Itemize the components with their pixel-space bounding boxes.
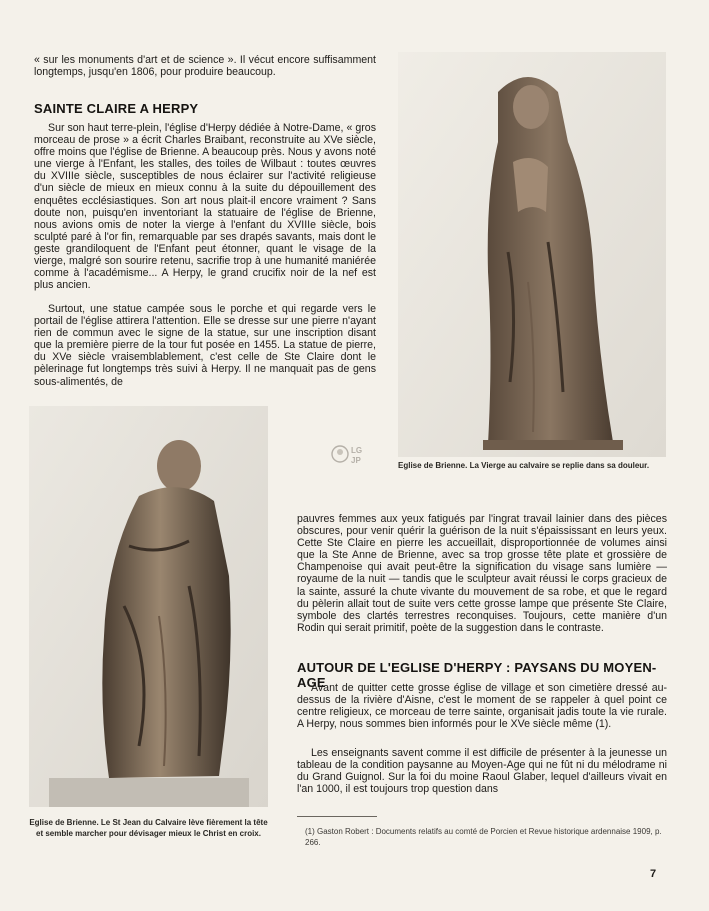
svg-text:LG: LG — [351, 446, 363, 455]
footnote-rule — [297, 816, 377, 817]
footnote: (1) Gaston Robert : Documents relatifs au comté de Porcien et Revue historique ardennaise 1909, p. 266. — [305, 827, 662, 847]
caption-st-jean: Eglise de Brienne. Le St Jean du Calvaire lève fièrement la tête et semble marcher pour dévisager mieux le Christ en croix. — [29, 818, 268, 838]
virgin-statue-image — [398, 52, 666, 457]
intro-paragraph: « sur les monuments d'art et de science ». Il vécut encore suffisamment longtemps, jusqu'en 1806, pour produire beaucoup. — [34, 54, 376, 79]
st-jean-statue-image — [29, 406, 268, 807]
section-heading-autour-eglise: AUTOUR DE L'EGLISE D'HERPY : PAYSANS DU MOYEN-AGE — [297, 660, 657, 690]
body-paragraph: Les enseignants savent comme il est difficile de présenter à la jeunesse un tableau de la condition paysanne au Moyen-Age qui ne fût ni du mélodrame ni du Grand Guignol. Sur la foi du moine Raoul Glaber, lequel d'ailleurs vivait en l'an 1000, il est toujours trop question dans — [297, 747, 667, 796]
body-paragraph: Sur son haut terre-plein, l'église d'Herpy dédiée à Notre-Dame, « gros morceau de prose » a écrit Charles Braibant, reconstruite au XVe siècle, offre moins que l'église de Brienne. A beaucoup près. Nous y avons noté une vierge à l'Enfant, les stalles, des toiles de Wilbaut : toutes œuvres du XVIIIe siècle, susceptibles de nous éclairer sur l'activité religieuse d'un siècle de mieux en mieux connu à la suite du dépouillement des enquêtes ecclésiastiques. Son art nous plait-il encore vraiment ? Sans doute non, puisqu'en inventoriant la statuaire de l'église de Brienne, nous avions omis de noter la vierge à l'enfant du XVIIIe siècle, bois sculpté paré à l'or fin, remarquable par ses drapés savants, mais dont le geste grandiloquent de l'Enfant peut étonner, quant le visage de la vierge, malgré son sourire retenu, sacrifie trop à une humanité maniérée comme à l'académisme... A Herpy, le grand crucifix noir de la nef est plus ancien. — [34, 122, 376, 292]
svg-text:JP: JP — [351, 456, 361, 465]
body-paragraph: pauvres femmes aux yeux fatigués par l'ingrat travail lainier dans des pièces obscures, pour venir quérir la guérison de la nuit s'épaississant en leurs yeux. Cette Ste Claire en pierre les accueillait, disproportionnée de volumes ainsi que la Ste Anne de Brienne, avec sa trop grosse tête plate et grossière de Champenoise qui avait peut-être la signification du visage sans lumière — royaume de la nuit — tandis que le sculpteur avait réussi le corps gracieux de la sainte, assuré la chute vivante du mouvement de sa robe, et que le regard du pèlerin allait tout de suite vers cette grosse lampe que présente Ste Claire, symbole des clartés terrestres reconquises. Toujours, cette manière d'un Rodin qui serait primitif, poète de la suggestion dans le contraste. — [297, 513, 667, 634]
photo-virgin-calvary — [398, 52, 666, 457]
section-heading-sainte-claire: SAINTE CLAIRE A HERPY — [34, 101, 199, 116]
photo-st-jean — [29, 406, 268, 807]
caption-virgin: Eglise de Brienne. La Vierge au calvaire se replie dans sa douleur. — [398, 461, 650, 470]
body-paragraph: Surtout, une statue campée sous le porche et qui regarde vers le portail de l'église attirera l'attention. Elle se dresse sur une pierre n'ayant rien de commun avec le signe de la statue, sur une inscription disant que la première pierre de la tour fut posée en 1455. La statue de pierre, du XVe siècle vraisemblablement, c'est celle de Ste Claire dont le pèlerinage fut longtemps très suivi à Herpy. Il ne manquait pas de gens sous-alimentés, de — [34, 303, 376, 388]
page-number: 7 — [650, 868, 657, 880]
watermark-logo — [331, 443, 367, 465]
watermark-logo-icon — [331, 443, 367, 465]
body-paragraph: Avant de quitter cette grosse église de village et son cimetière dressé au-dessus de la rivière d'Aisne, c'est le moment de se rappeler à quel point ce centre religieux, ce morceau de terre sainte, organisait jadis toute la vie rurale. A Herpy, nous sommes bien informés pour le XVe siècle même (1). — [297, 682, 667, 731]
